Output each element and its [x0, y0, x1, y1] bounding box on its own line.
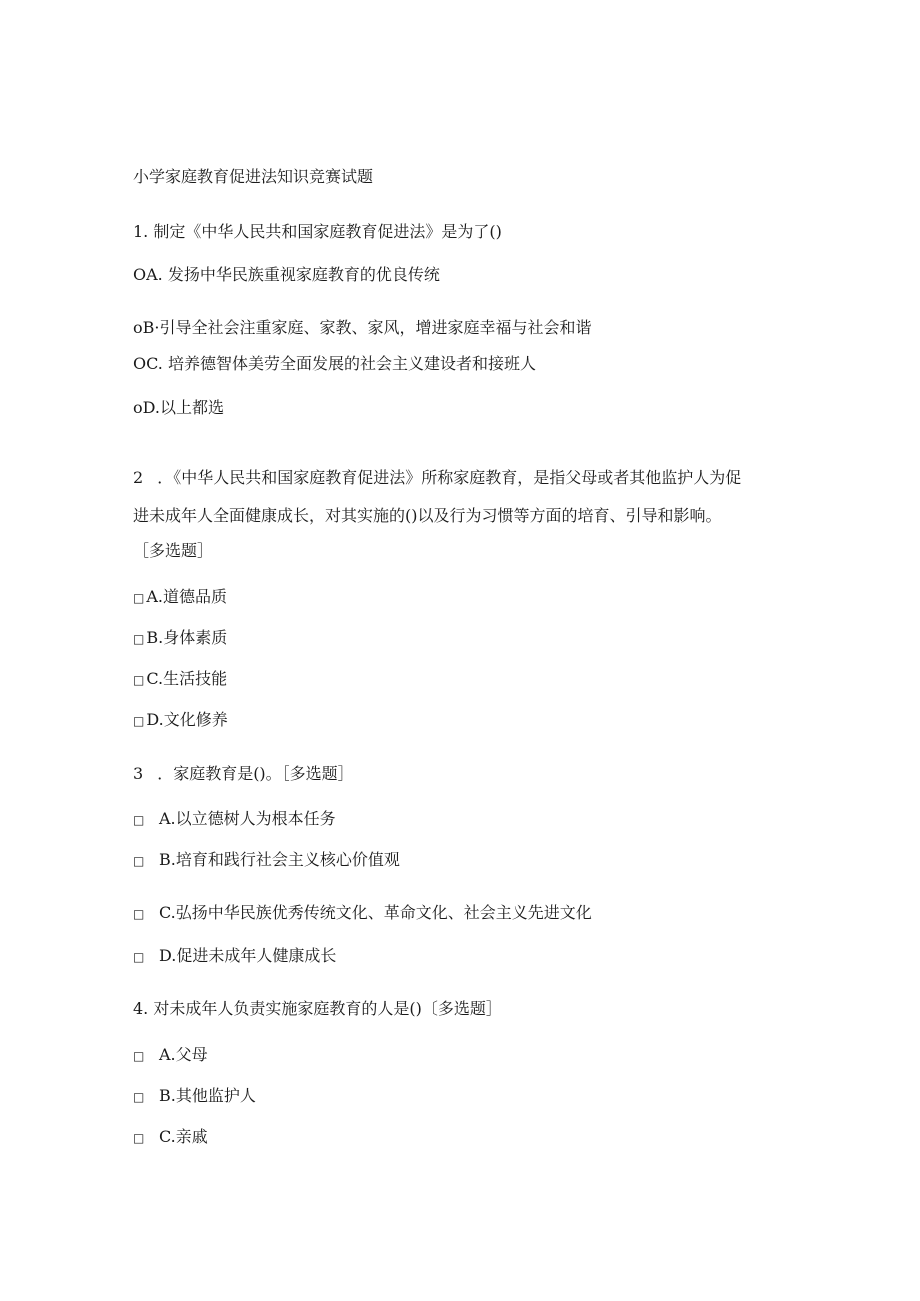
checkbox-icon[interactable]: □	[133, 1049, 145, 1063]
question-4-option-c[interactable]	[133, 1127, 208, 1148]
question-3-number: 3	[133, 764, 144, 783]
checkbox-icon[interactable]: □	[133, 1131, 145, 1145]
option-label: C.生活技能	[146, 669, 228, 688]
question-4-option-a[interactable]	[133, 1045, 208, 1066]
question-1-option-c[interactable]: OC. 培养德智体美劳全面发展的社会主义建设者和接班人	[133, 354, 536, 373]
option-label: B.培育和践行社会主义核心价值观	[159, 850, 400, 869]
question-1-option-d[interactable]: oD.以上都选	[133, 398, 224, 417]
question-2-tag: ［多选题］	[133, 541, 214, 560]
question-1-text: 1. 制定《中华人民共和国家庭教育促进法》是为了()	[133, 222, 502, 241]
checkbox-icon[interactable]: □	[133, 854, 145, 868]
question-2-option-a[interactable]	[133, 587, 227, 608]
question-3-option-a[interactable]	[133, 809, 336, 830]
option-label: A.道德品质	[146, 587, 227, 606]
question-2-number: 2	[133, 468, 144, 487]
question-4-option-b[interactable]	[133, 1086, 256, 1107]
question-3-option-c[interactable]	[133, 903, 592, 924]
question-2-option-b[interactable]	[133, 628, 227, 649]
question-3-option-b[interactable]	[133, 850, 400, 871]
option-label: C.弘扬中华民族优秀传统文化、革命文化、社会主义先进文化	[159, 903, 592, 922]
option-label: D.文化修养	[146, 710, 228, 729]
question-2-text-line-2: 进未成年人全面健康成长，对其实施的()以及行为习惯等方面的培育、引导和影响。	[133, 506, 722, 525]
question-2-line-1	[133, 468, 741, 488]
question-4-text: 4. 对未成年人负责实施家庭教育的人是()〔多选题］	[133, 999, 502, 1018]
question-1-option-b[interactable]: oB·引导全社会注重家庭、家教、家风，增进家庭幸福与社会和谐	[133, 318, 592, 337]
question-3-text: ．家庭教育是()。［多选题］	[157, 764, 354, 783]
checkbox-icon[interactable]: □	[133, 950, 145, 964]
checkbox-icon[interactable]: □	[133, 632, 145, 646]
checkbox-icon[interactable]: □	[133, 813, 145, 827]
question-2-option-c[interactable]	[133, 669, 227, 690]
option-label: A.父母	[159, 1045, 208, 1064]
option-label: A.以立德树人为根本任务	[159, 809, 336, 828]
option-label: B.身体素质	[146, 628, 228, 647]
question-2-option-d[interactable]	[133, 710, 228, 731]
option-label: B.其他监护人	[159, 1086, 256, 1105]
checkbox-icon[interactable]: □	[133, 907, 145, 921]
page-title: 小学家庭教育促进法知识竞赛试题	[133, 167, 374, 186]
checkbox-icon[interactable]: □	[133, 1090, 145, 1104]
checkbox-icon[interactable]: □	[133, 591, 145, 605]
option-label: C.亲戚	[159, 1127, 208, 1146]
question-3-line	[133, 764, 354, 784]
option-label: D.促进未成年人健康成长	[159, 946, 337, 965]
question-3-option-d[interactable]	[133, 946, 336, 967]
question-1-option-a[interactable]: OA. 发扬中华民族重视家庭教育的优良传统	[133, 265, 440, 284]
question-2-text-line-1: ．《中华人民共和国家庭教育促进法》所称家庭教育，是指父母或者其他监护人为促	[157, 468, 742, 487]
checkbox-icon[interactable]: □	[133, 714, 145, 728]
checkbox-icon[interactable]: □	[133, 673, 145, 687]
